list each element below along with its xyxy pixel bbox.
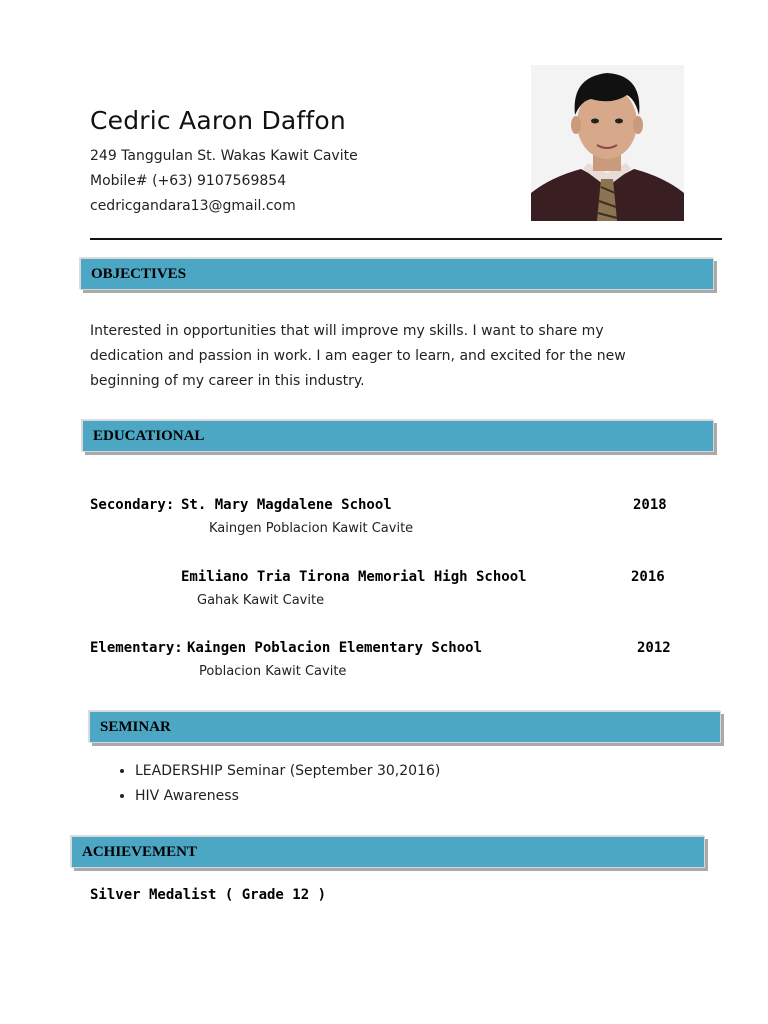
achievement-title: ACHIEVEMENT	[82, 843, 198, 860]
seminar-section-bar	[89, 711, 721, 743]
high-school-year: 2016	[631, 569, 665, 585]
seminar-title: SEMINAR	[100, 718, 171, 735]
secondary-year: 2018	[633, 497, 667, 513]
address: 249 Tanggulan St. Wakas Kawit Cavite	[90, 148, 358, 164]
elementary-year: 2012	[637, 640, 671, 656]
email: cedricgandara13@gmail.com	[90, 198, 296, 214]
elementary-school: Kaingen Poblacion Elementary School	[187, 640, 483, 656]
high-school-name: Emiliano Tria Tirona Memorial High School	[181, 569, 527, 585]
achievement-text: Silver Medalist ( Grade 12 )	[90, 887, 327, 903]
educational-title: EDUCATIONAL	[93, 427, 205, 444]
profile-photo	[531, 65, 684, 221]
list-item: • LEADERSHIP Seminar (September 30,2016)	[135, 759, 440, 784]
header-divider	[90, 238, 722, 240]
objectives-text: Interested in opportunities that will improve my skills. I want to share my dedication and passion in work. I am eager to learn, and excited for the new beginning of my career in this industry.	[90, 323, 626, 389]
mobile-number: Mobile# (+63) 9107569854	[90, 173, 287, 189]
secondary-label: Secondary:	[90, 497, 175, 513]
objectives-title: OBJECTIVES	[91, 265, 187, 282]
achievement-section-bar	[71, 836, 705, 868]
educational-section-bar	[82, 420, 714, 452]
list-item: • HIV Awareness	[135, 784, 440, 809]
profile-photo-illustration	[531, 65, 684, 221]
elementary-label: Elementary:	[90, 640, 183, 656]
elementary-address: Poblacion Kawit Cavite	[199, 664, 347, 679]
high-school-address: Gahak Kawit Cavite	[197, 593, 325, 608]
seminar-list	[90, 759, 440, 809]
secondary-school: St. Mary Magdalene School	[181, 497, 392, 513]
objectives-section-bar	[80, 258, 714, 290]
applicant-name: Cedric Aaron Daffon	[90, 106, 346, 135]
secondary-address: Kaingen Poblacion Kawit Cavite	[209, 521, 414, 536]
